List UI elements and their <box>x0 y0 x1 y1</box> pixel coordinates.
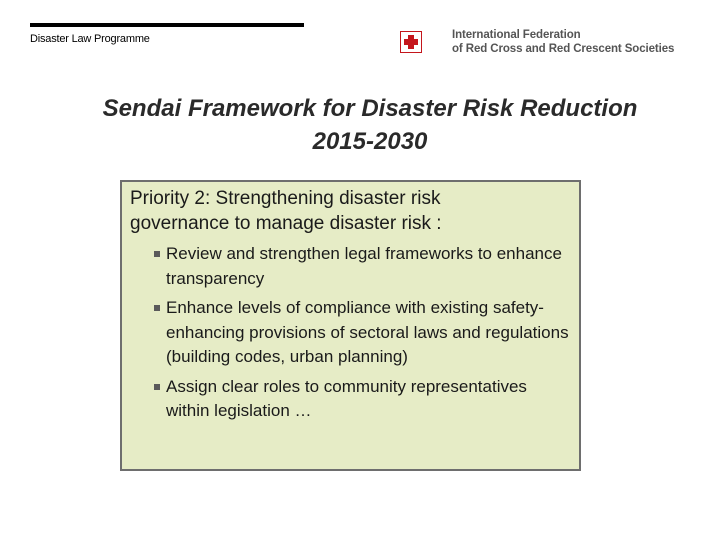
ifrc-logo-text <box>452 28 674 56</box>
priority-box <box>120 180 581 471</box>
square-bullet-icon <box>154 384 160 390</box>
priority-line-1: Priority 2: Strengthening disaster risk <box>130 188 441 209</box>
header-rule <box>30 23 304 27</box>
programme-label: Disaster Law Programme <box>30 33 150 45</box>
priority-bullets <box>130 242 571 424</box>
red-cross-icon <box>400 31 422 53</box>
title-line-2: 2015-2030 <box>312 128 428 155</box>
bullet-text: Assign clear roles to community representatives within legislation … <box>166 376 527 420</box>
list-item <box>154 242 571 291</box>
bullet-text: Review and strengthen legal frameworks to enhance transparency <box>166 244 562 288</box>
title-line-1: Sendai Framework for Disaster Risk Reduction <box>102 95 638 122</box>
list-item <box>154 375 571 424</box>
red-crescent-icon <box>424 29 446 55</box>
square-bullet-icon <box>154 305 160 311</box>
ifrc-logo <box>400 28 674 56</box>
list-item <box>154 296 571 370</box>
bullet-text: Enhance levels of compliance with existing safety-enhancing provisions of sectoral laws and regulations (building codes, urban planning) <box>166 298 569 366</box>
logo-line-2: of Red Cross and Red Crescent Societies <box>452 43 675 55</box>
logo-line-1: International Federation <box>452 29 581 41</box>
square-bullet-icon <box>154 251 160 257</box>
slide-title <box>60 92 680 158</box>
priority-heading <box>130 186 571 236</box>
priority-line-2: governance to manage disaster risk : <box>130 213 442 234</box>
